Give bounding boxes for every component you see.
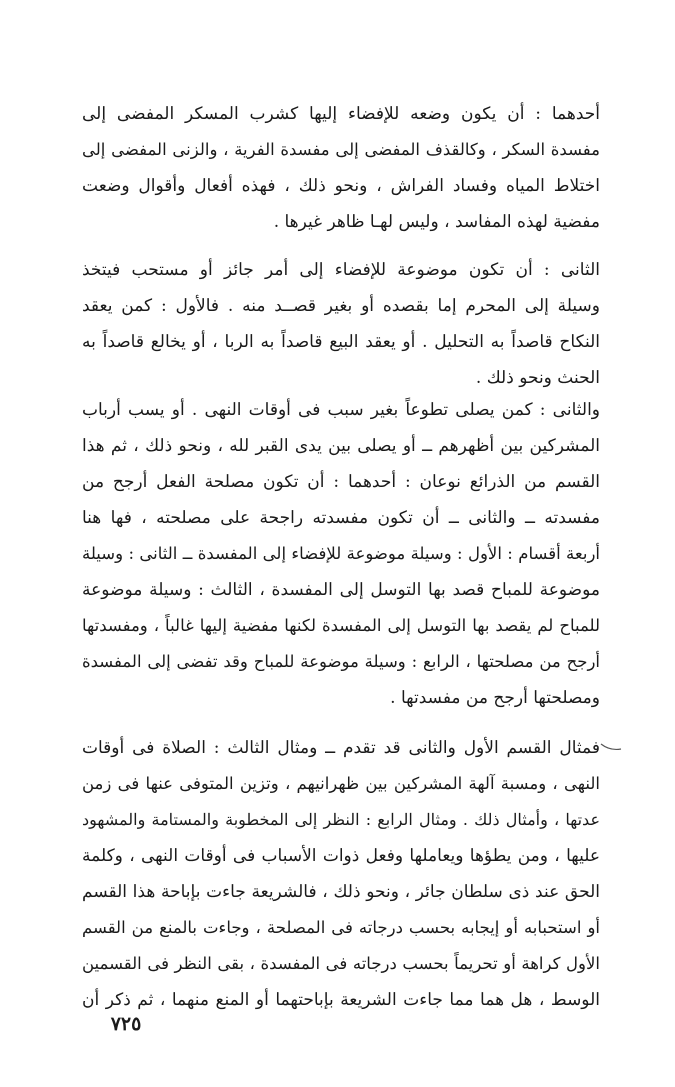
text-line: للمباح لم يقصد بها التوسل إلى المفسدة لكنها مفضية إليها غالباً ، ومفسدتها	[82, 616, 600, 635]
text-line: والثانى : كمن يصلى تطوعاً بغير سبب فى أوقات النهى . أو يسب أرباب	[82, 400, 600, 420]
text-line: موضوعة للمباح قصد بها التوسل إلى المفسدة ، الثالث : وسيلة موضوعة	[82, 580, 600, 600]
text-line: الحنث ونحو ذلك .	[475, 368, 600, 388]
text-line: المشركين بين أظهرهم ــ أو يصلى بين يدى القبر لله ، ونحو ذلك ، ثم هذا	[82, 436, 600, 456]
paragraph-2	[82, 252, 600, 396]
text-line: النهى ، ومسبة آلهة المشركين بين ظهرانيهم ، وتزين المتوفى عنها فى زمن	[82, 774, 600, 793]
text-line: وسيلة إلى المحرم إما بقصده أو بغير قصــد منه . فالأول : كمن يعقد	[82, 296, 600, 316]
text-line: ومصلحتها أرجح من مفسدتها .	[390, 688, 600, 708]
text-line: أربعة أقسام : الأول : وسيلة موضوعة للإفضاء إلى المفسدة ــ الثانى : وسيلة	[82, 544, 600, 563]
text-line: اختلاط المياه وفساد الفراش ، ونحو ذلك ، فهذه أفعال وأقوال وضعت	[82, 176, 600, 196]
text-line: مفسدة السكر ، وكالقذف المفضى إلى مفسدة الفرية ، والزنى المفضى إلى	[82, 140, 600, 159]
text-line: القسم من الذرائع نوعان : أحدهما : أن تكون مصلحة الفعل أرجح من	[82, 472, 600, 492]
text-line: أو استحبابه أو إيجابه بحسب درجاته فى المصلحة ، وجاءت بالمنع من القسم	[82, 918, 600, 937]
paragraph-4	[82, 730, 600, 1018]
text-line: مفضية لهذه المفاسد ، وليس لهـا ظاهر غيرها .	[273, 212, 600, 232]
text-line: مفسدته ــ والثانى ــ أن تكون مفسدته راجحة على مصلحته ، فها هنا	[82, 508, 600, 528]
text-line: فمثال القسم الأول والثانى قد تقدم ــ ومثال الثالث : الصلاة فى أوقات	[82, 738, 600, 758]
text-line: عدتها ، وأمثال ذلك . ومثال الرابع : النظر إلى المخطوبة والمستامة والمشهود	[82, 810, 600, 829]
text-line: الأول كراهة أو تحريماً بحسب درجاته فى المفسدة ، بقى النظر فى القسمين	[82, 954, 600, 973]
text-line: الوسط ، هل هما مما جاءت الشريعة بإباحتهما أو المنع منهما ، ثم ذكر أن	[82, 990, 600, 1010]
text-line: أحدهما : أن يكون وضعه للإفضاء إليها كشرب المسكر المفضى إلى	[82, 104, 600, 124]
text-line: أرجح من مصلحتها ، الرابع : وسيلة موضوعة للمباح وقد تفضى إلى المفسدة	[82, 652, 600, 671]
margin-mark	[600, 742, 622, 752]
page-number: ٧٢٥	[110, 1013, 142, 1035]
text-line: النكاح قاصداً به التحليل . أو يعقد البيع قاصداً به الربا ، أو يخالع قاصداً به	[82, 332, 600, 352]
text-line: الثانى : أن تكون موضوعة للإفضاء إلى أمر جائز أو مستحب فيتخذ	[82, 260, 600, 280]
paragraph-3	[82, 392, 600, 716]
text-line: الحق عند ذى سلطان جائر ، ونحو ذلك ، فالشريعة جاءت بإباحة هذا القسم	[82, 882, 600, 902]
paragraph-1	[82, 96, 600, 240]
text-line: عليها ، ومن يطؤها ويعاملها وفعل ذوات الأسباب فى أوقات النهى ، وكلمة	[82, 846, 600, 866]
